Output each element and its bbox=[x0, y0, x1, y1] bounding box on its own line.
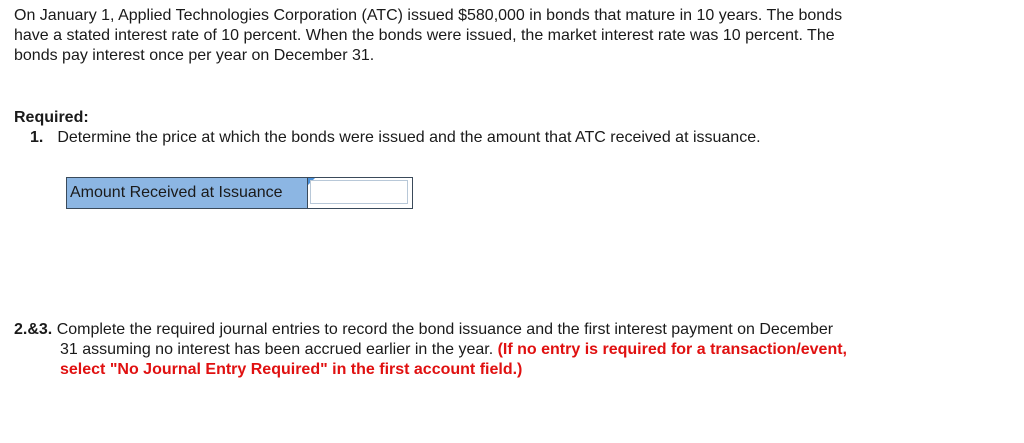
problem-statement bbox=[14, 6, 1014, 66]
requirement-1-number: 1. bbox=[30, 129, 44, 146]
instruction-note-2: select "No Journal Entry Required" in the first account field.) bbox=[60, 361, 523, 378]
requirement-2-3-line-1 bbox=[14, 320, 974, 340]
requirement-2-3-number: 2.&3. bbox=[14, 321, 53, 338]
requirement-2-3-line-2 bbox=[14, 340, 974, 360]
required-heading: Required: bbox=[14, 109, 89, 126]
problem-line-2: have a stated interest rate of 10 percent. When the bonds were issued, the market interest rate was 10 percent. The bbox=[14, 27, 835, 44]
amount-received-cell[interactable] bbox=[308, 178, 412, 208]
amount-received-label: Amount Received at Issuance bbox=[67, 178, 308, 208]
requirement-2-3-text-2: 31 assuming no interest has been accrued earlier in the year. bbox=[60, 341, 498, 358]
amount-received-table bbox=[66, 177, 413, 209]
amount-received-input[interactable] bbox=[310, 180, 408, 204]
instruction-note-1: (If no entry is required for a transaction/event, bbox=[497, 341, 847, 358]
requirement-1 bbox=[30, 128, 761, 148]
problem-line-3: bonds pay interest once per year on December 31. bbox=[14, 47, 375, 64]
problem-line-1: On January 1, Applied Technologies Corporation (ATC) issued $580,000 in bonds that mature in 10 years. The bonds bbox=[14, 7, 843, 24]
requirement-2-3 bbox=[14, 320, 974, 380]
requirement-2-3-text-1: Complete the required journal entries to record the bond issuance and the first interest payment on December bbox=[52, 321, 834, 338]
requirement-1-text: Determine the price at which the bonds were issued and the amount that ATC received at issuance. bbox=[57, 129, 761, 146]
